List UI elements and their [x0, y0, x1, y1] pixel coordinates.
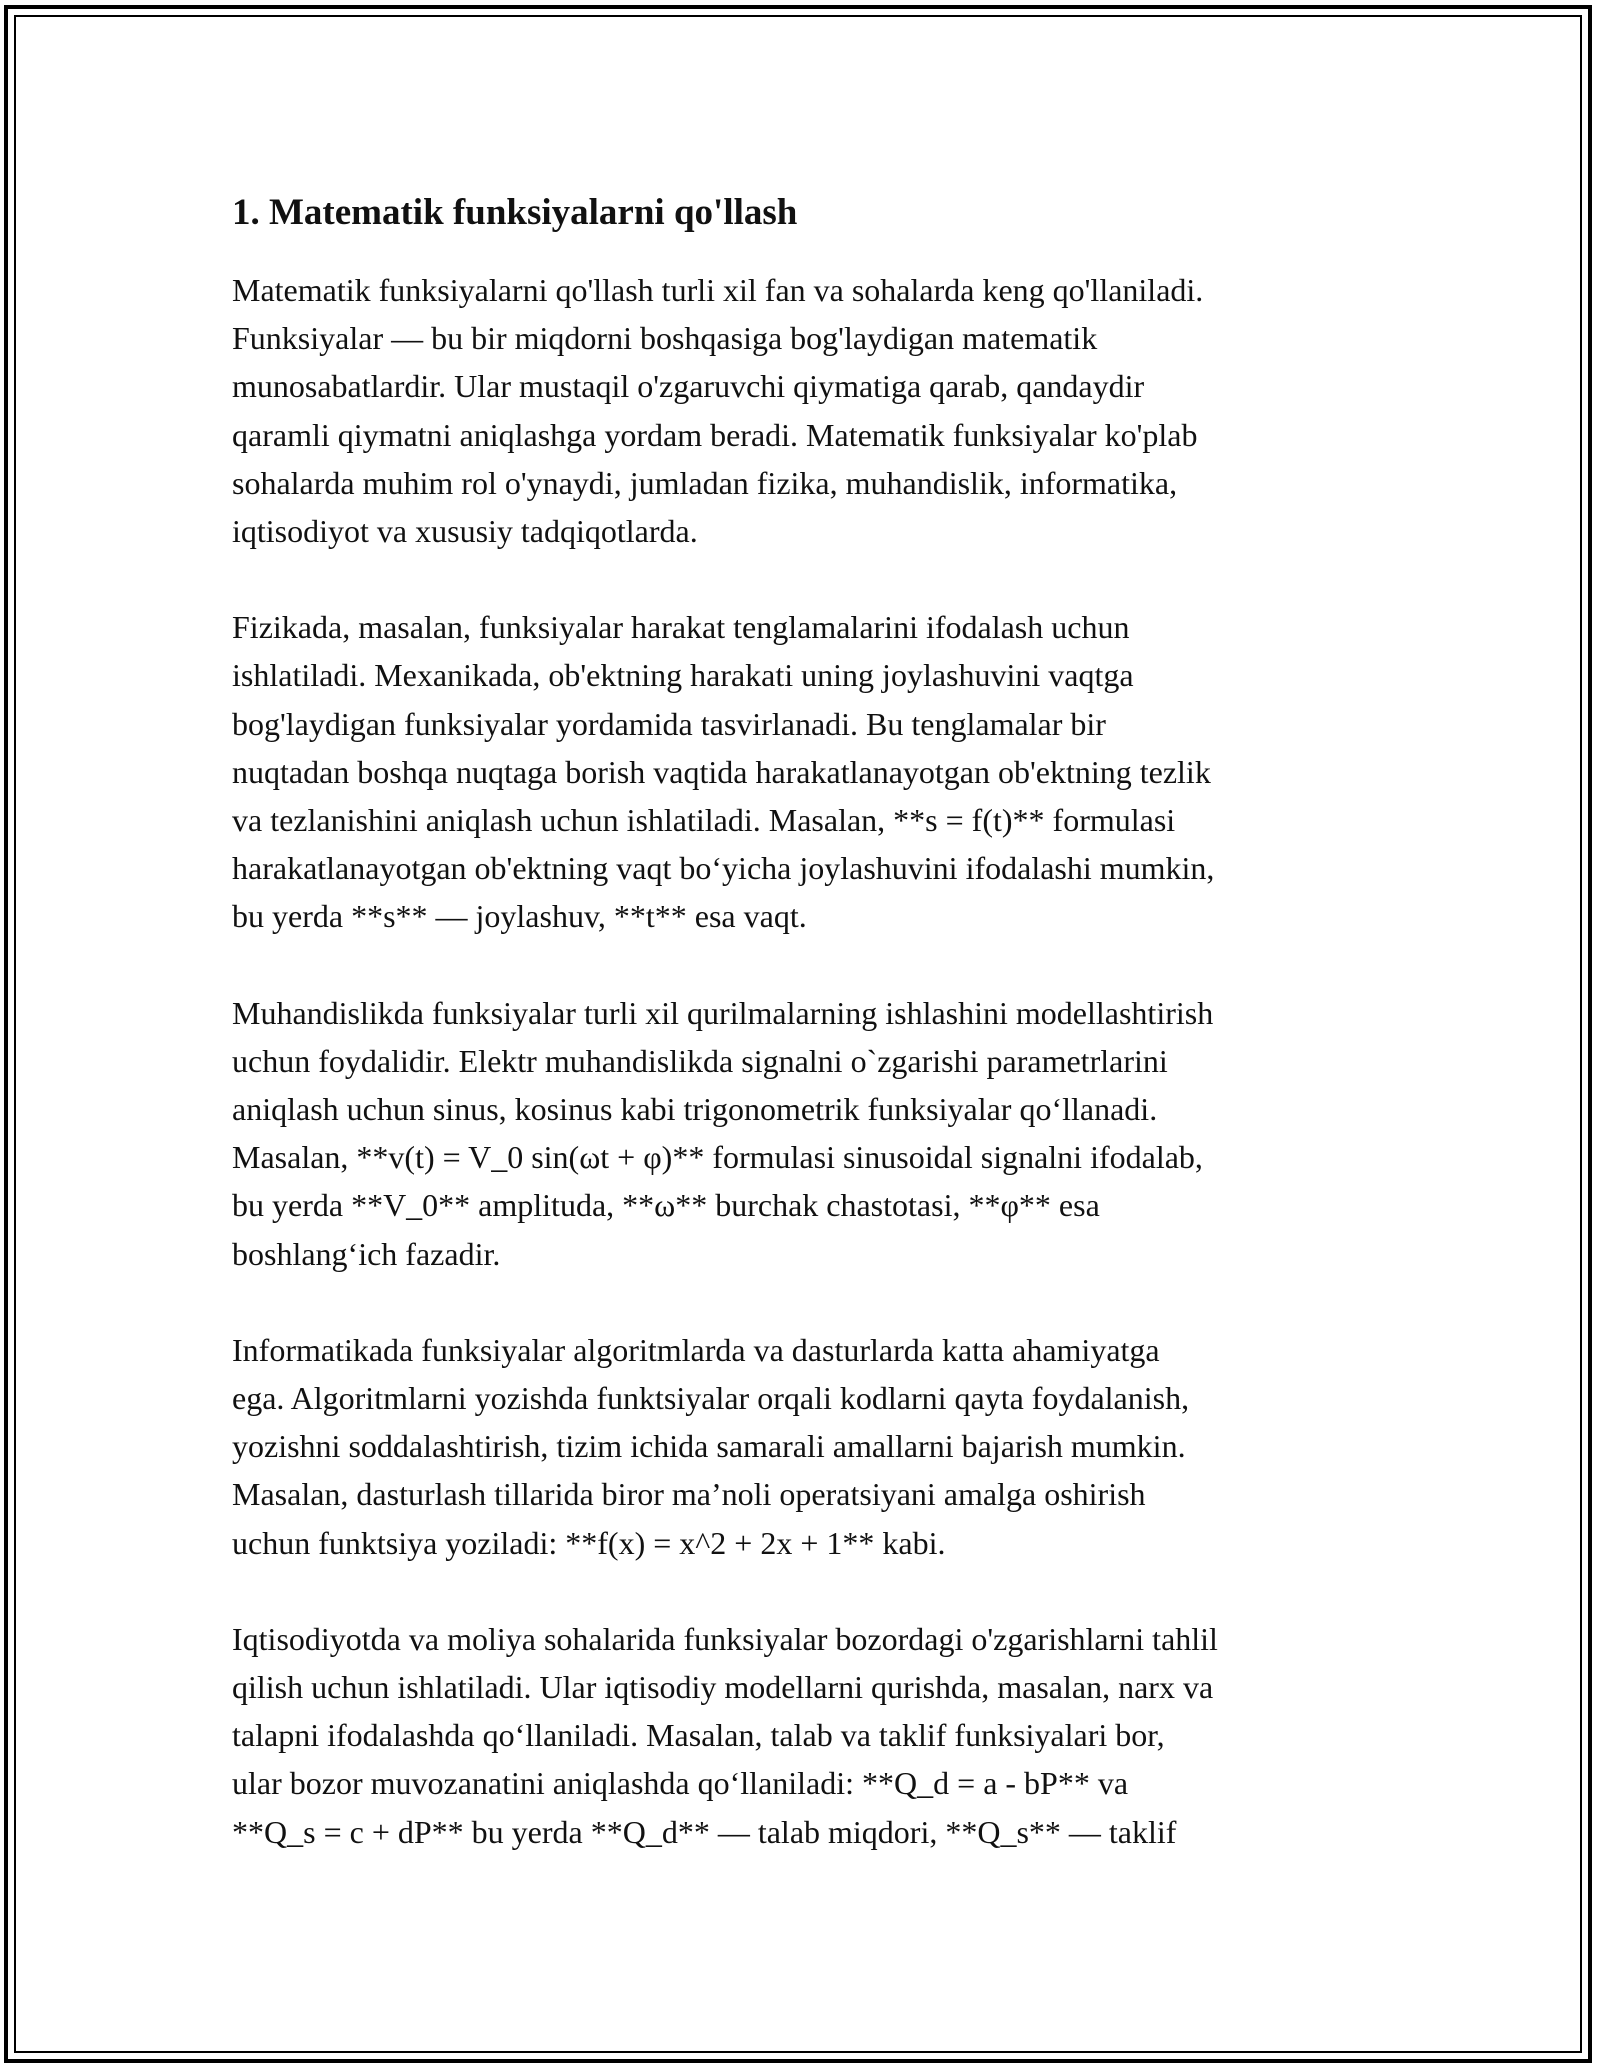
paragraph-list — [232, 266, 1412, 1856]
paragraph-line: bu yerda **s** — joylashuv, **t** esa vaqt. — [232, 898, 807, 935]
paragraph-line: ega. Algoritmlarni yozishda funktsiyalar orqali kodlarni qayta foydalanish, — [232, 1380, 1190, 1417]
paragraph-line: ular bozor muvozanatini aniqlashda qo‘llaniladi: **Q_d = a - bP** va — [232, 1765, 1129, 1802]
paragraph-line: talapni ifodalashda qo‘llaniladi. Masalan, talab va taklif funksiyalari bor, — [232, 1717, 1165, 1754]
paragraph-line: Masalan, **v(t) = V_0 sin(ωt + φ)** formulasi sinusoidal signalni ifodalab, — [232, 1139, 1203, 1176]
paragraph-line: Masalan, dasturlash tillarida biror ma’noli operatsiyani amalga oshirish — [232, 1476, 1146, 1513]
paragraph-line: Muhandislikda funksiyalar turli xil qurilmalarning ishlashini modellashtirish — [232, 994, 1214, 1031]
paragraph-line: iqtisodiyot va xususiy tadqiqotlarda. — [232, 513, 698, 550]
paragraph — [232, 989, 1412, 1278]
paragraph-line: nuqtadan boshqa nuqtaga borish vaqtida harakatlanayotgan ob'ektning tezlik — [232, 753, 1211, 790]
document-body — [232, 186, 1412, 1904]
paragraph-line: boshlang‘ich fazadir. — [232, 1235, 501, 1272]
paragraph-line: uchun foydalidir. Elektr muhandislikda signalni o`zgarishi parametrlarini — [232, 1042, 1168, 1079]
paragraph-line: Informatikada funksiyalar algoritmlarda va dasturlarda katta ahamiyatga — [232, 1331, 1160, 1368]
paragraph-line: Matematik funksiyalarni qo'llash turli xil fan va sohalarda keng qo'llaniladi. — [232, 272, 1204, 308]
paragraph-line: bog'laydigan funksiyalar yordamida tasvirlanadi. Bu tenglamalar bir — [232, 705, 1106, 742]
paragraph-line: Fizikada, masalan, funksiyalar harakat tenglamalarini ifodalash uchun — [232, 609, 1130, 646]
paragraph — [232, 266, 1412, 555]
paragraph-line: ishlatiladi. Mexanikada, ob'ektning harakati uning joylashuvini vaqtga — [232, 657, 1134, 694]
paragraph-line: Iqtisodiyotda va moliya sohalarida funksiyalar bozordagi o'zgarishlarni tahlil — [232, 1620, 1218, 1657]
paragraph-line: **Q_s = c + dP** bu yerda **Q_d** — talab miqdori, **Q_s** — taklif — [232, 1813, 1177, 1850]
section-title: 1. Matematik funksiyalarni qo'llash — [232, 192, 798, 233]
paragraph-line: sohalarda muhim rol o'ynaydi, jumladan fizika, muhandislik, informatika, — [232, 464, 1178, 501]
paragraph — [232, 1615, 1412, 1856]
paragraph-line: qilish uchun ishlatiladi. Ular iqtisodiy modellarni qurishda, masalan, narx va — [232, 1669, 1214, 1706]
paragraph-line: bu yerda **V_0** amplituda, **ω** burchak chastotasi, **φ** esa — [232, 1187, 1100, 1224]
paragraph-line: uchun funktsiya yoziladi: **f(x) = x^2 + 2x + 1** kabi. — [232, 1524, 946, 1561]
paragraph — [232, 1326, 1412, 1567]
paragraph — [232, 603, 1412, 940]
paragraph-line: va tezlanishini aniqlash uchun ishlatiladi. Masalan, **s = f(t)** formulasi — [232, 802, 1176, 839]
paragraph-line: qaramli qiymatni aniqlashga yordam beradi. Matematik funksiyalar ko'plab — [232, 416, 1198, 453]
paragraph-line: yozishni soddalashtirish, tizim ichida samarali amallarni bajarish mumkin. — [232, 1428, 1186, 1465]
paragraph-line: aniqlash uchun sinus, kosinus kabi trigonometrik funksiyalar qo‘llanadi. — [232, 1091, 1158, 1128]
paragraph-line: munosabatlardir. Ular mustaqil o'zgaruvchi qiymatiga qarab, qandaydir — [232, 368, 1145, 405]
paragraph-line: harakatlanayotgan ob'ektning vaqt bo‘yicha joylashuvini ifodalashi mumkin, — [232, 850, 1215, 887]
paragraph-line: Funksiyalar — bu bir miqdorni boshqasiga bog'laydigan matematik — [232, 320, 1098, 357]
